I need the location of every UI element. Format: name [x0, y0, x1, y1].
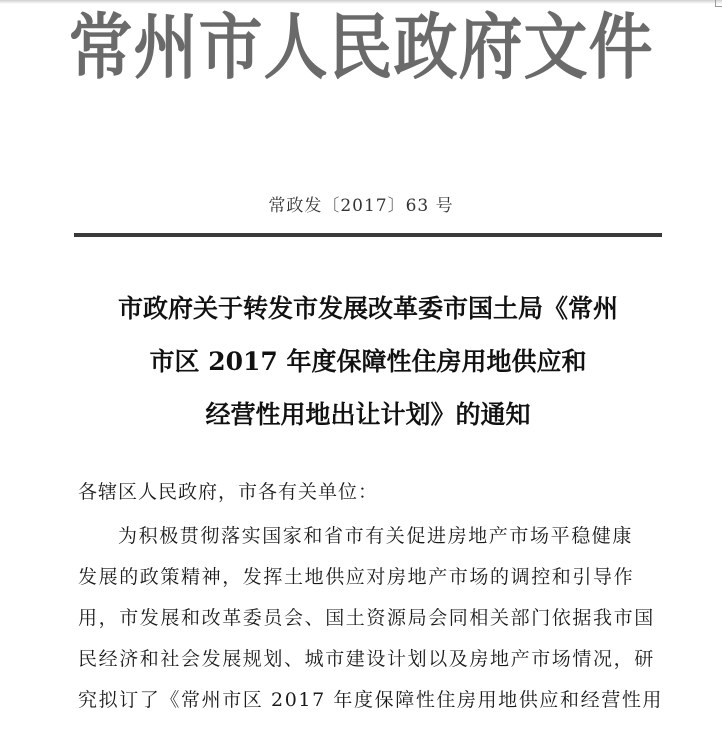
body-paragraph: [78, 516, 668, 721]
body-line: 用，市发展和改革委员会、国土资源局会同相关部门依据我市国: [78, 607, 655, 629]
document-number: 常政发〔2017〕63 号: [268, 196, 454, 216]
body-line: 民经济和社会发展规划、城市建设计划以及房地产市场情况，研: [78, 648, 655, 670]
title-line: 市区 2017 年度保障性住房用地供应和: [149, 347, 587, 376]
body-line: 发展的政策精神，发挥土地供应对房地产市场的调控和引导作: [78, 566, 635, 588]
document-masthead: 常州市人民政府文件: [68, 7, 654, 90]
title-line: 市政府关于转发市发展改革委市国土局《常州: [117, 294, 618, 323]
document-title: [60, 282, 676, 441]
header-rule: [74, 233, 662, 237]
body-line: 究拟订了《常州市区 2017 年度保障性住房用地供应和经营性用: [78, 689, 664, 711]
page-top-edge: [0, 0, 722, 4]
body-line: 为积极贯彻落实国家和省市有关促进房地产市场平稳健康: [118, 525, 634, 547]
title-line: 经营性用地出让计划》的通知: [205, 400, 531, 429]
salutation: 各辖区人民政府，市各有关单位：: [78, 481, 379, 503]
